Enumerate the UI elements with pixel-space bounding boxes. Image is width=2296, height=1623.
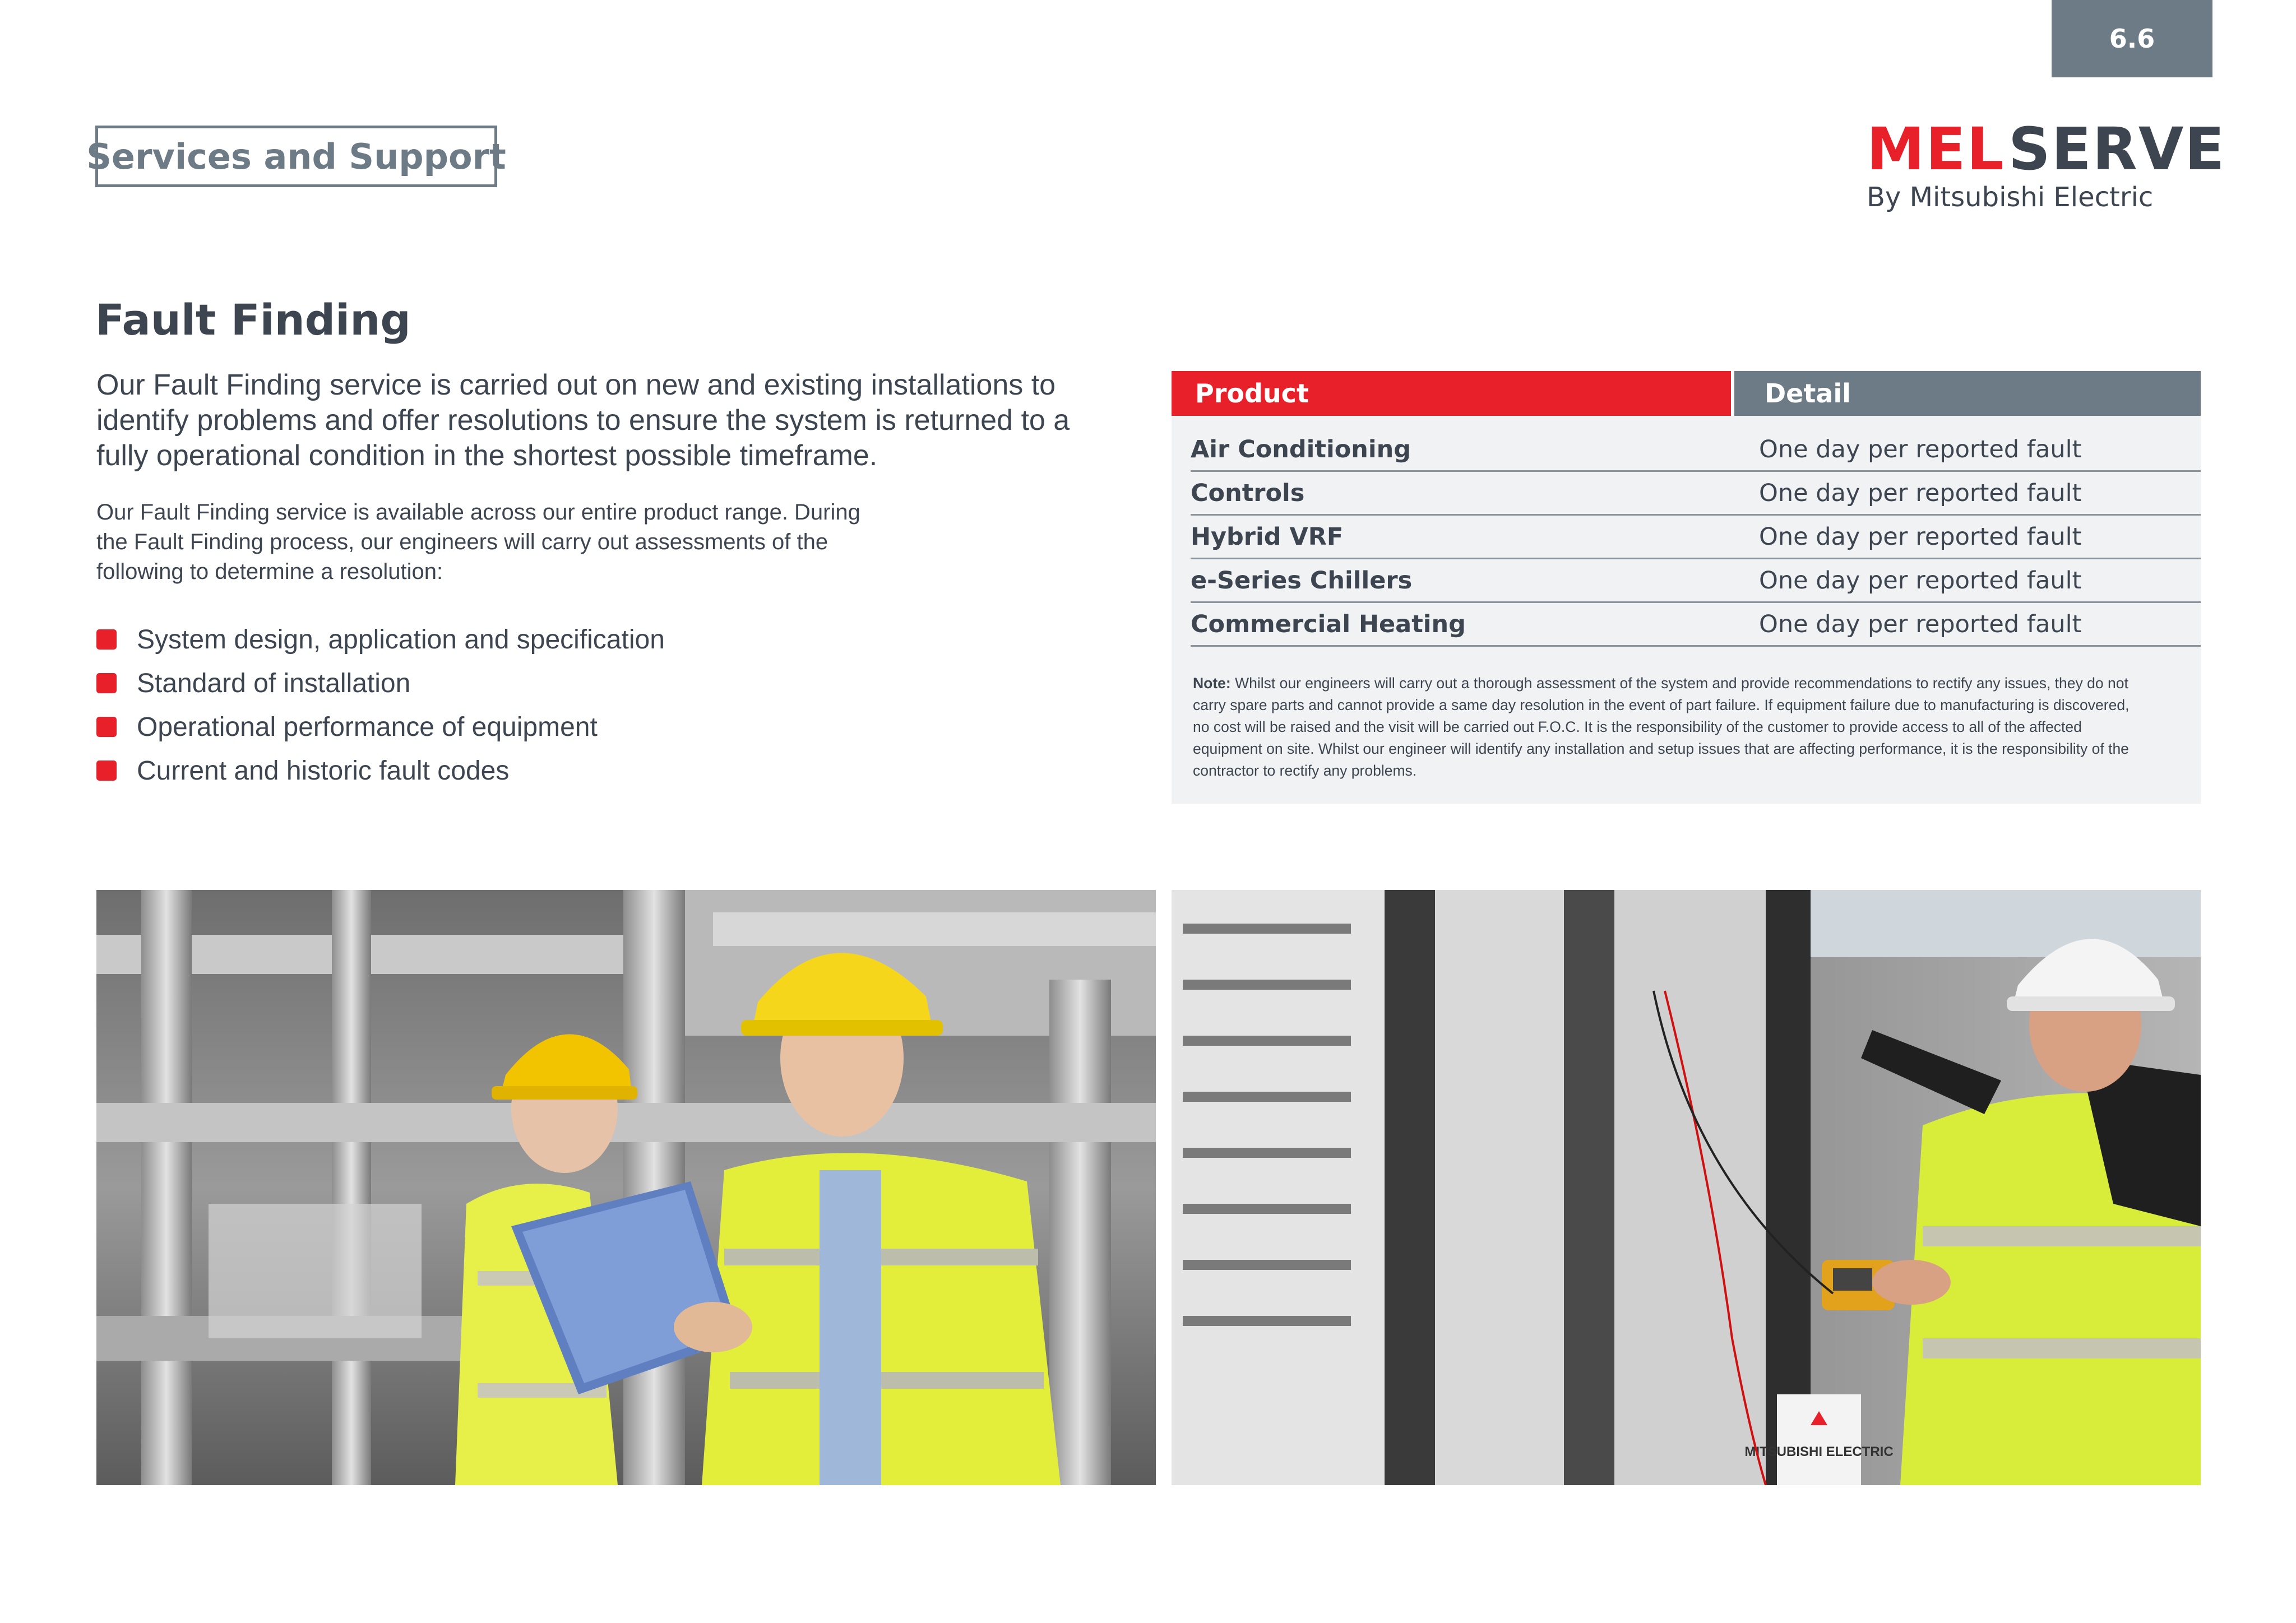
detail-cell: One day per reported fault <box>1759 610 2082 638</box>
list-item-label: Current and historic fault codes <box>137 755 510 786</box>
column-header-product: Product <box>1172 371 1731 416</box>
product-cell: Air Conditioning <box>1191 435 1411 463</box>
list-item <box>96 661 665 705</box>
list-item <box>96 618 665 661</box>
product-cell: Commercial Heating <box>1191 610 1466 638</box>
logo-mel-text: MEL <box>1867 115 2005 183</box>
detail-cell: One day per reported fault <box>1759 522 2082 551</box>
detail-cell: One day per reported fault <box>1759 566 2082 595</box>
table-body <box>1172 428 2201 647</box>
logo-serve-text: SERVE <box>2008 115 2226 183</box>
page-title: Fault Finding <box>95 295 411 345</box>
unit-badge-text: MITSUBISHI ELECTRIC <box>1744 1444 1894 1459</box>
photo-engineers-with-clipboard <box>96 890 1156 1485</box>
section-label: Services and Support <box>95 126 497 187</box>
body-paragraph: Our Fault Finding service is available across our entire product range. During the Fault Finding process, our engineers will carry out assessments of the following to determine a resolution: <box>96 500 860 584</box>
table-row <box>1191 516 2201 559</box>
product-detail-table <box>1172 371 2201 804</box>
logo-byline: By Mitsubishi Electric <box>1867 182 2154 213</box>
product-cell: e-Series Chillers <box>1191 566 1413 595</box>
note-text: Whilst our engineers will carry out a thorough assessment of the system and provide recommendations to rectify any issues, they do not carry spare parts and cannot provide a same day resolution in the event of part failure. If equipment failure due to manufacturing is discovered, no cost will be raised and the visit will be carried out F.O.C. It is the responsibility of the customer to provide access to all of the affected equipment on site. Whilst our engineer will identify any installation and setup issues that are affecting performance, it is the responsibility of the contractor to rectify any problems. <box>1193 675 2130 779</box>
list-item-label: Operational performance of equipment <box>137 712 598 742</box>
note-label: Note: <box>1193 675 1231 692</box>
photo-engineers-illustration <box>96 890 1156 1485</box>
melserve-logo <box>1867 115 2226 215</box>
lead-paragraph: Our Fault Finding service is carried out on new and existing installations to identify problems and offer resolutions to ensure the system is returned to a fully operational condition in the shortest possible timeframe. <box>96 369 1070 472</box>
table-note <box>1193 673 2133 782</box>
detail-cell: One day per reported fault <box>1759 479 2082 507</box>
list-item <box>96 705 665 749</box>
page-number: 6.6 <box>2109 24 2155 54</box>
bullet-square-icon <box>96 673 117 693</box>
list-item-label: System design, application and specification <box>137 624 665 655</box>
table-header-row <box>1172 371 2201 416</box>
table-row <box>1191 428 2201 472</box>
table-row <box>1191 472 2201 516</box>
page-number-tab <box>2052 0 2212 77</box>
assessment-list <box>96 618 665 792</box>
column-header-detail: Detail <box>1734 371 2201 416</box>
table-row <box>1191 603 2201 647</box>
photo-engineer-illustration <box>1172 890 2201 1485</box>
bullet-square-icon <box>96 629 117 650</box>
detail-cell: One day per reported fault <box>1759 435 2082 463</box>
logo-wordmark <box>1867 115 2226 183</box>
bullet-square-icon <box>96 717 117 737</box>
list-item <box>96 749 665 792</box>
product-cell: Hybrid VRF <box>1191 522 1344 551</box>
product-cell: Controls <box>1191 479 1305 507</box>
bullet-square-icon <box>96 761 117 781</box>
photo-engineer-testing-unit <box>1172 890 2201 1485</box>
list-item-label: Standard of installation <box>137 668 411 698</box>
table-row <box>1191 559 2201 603</box>
